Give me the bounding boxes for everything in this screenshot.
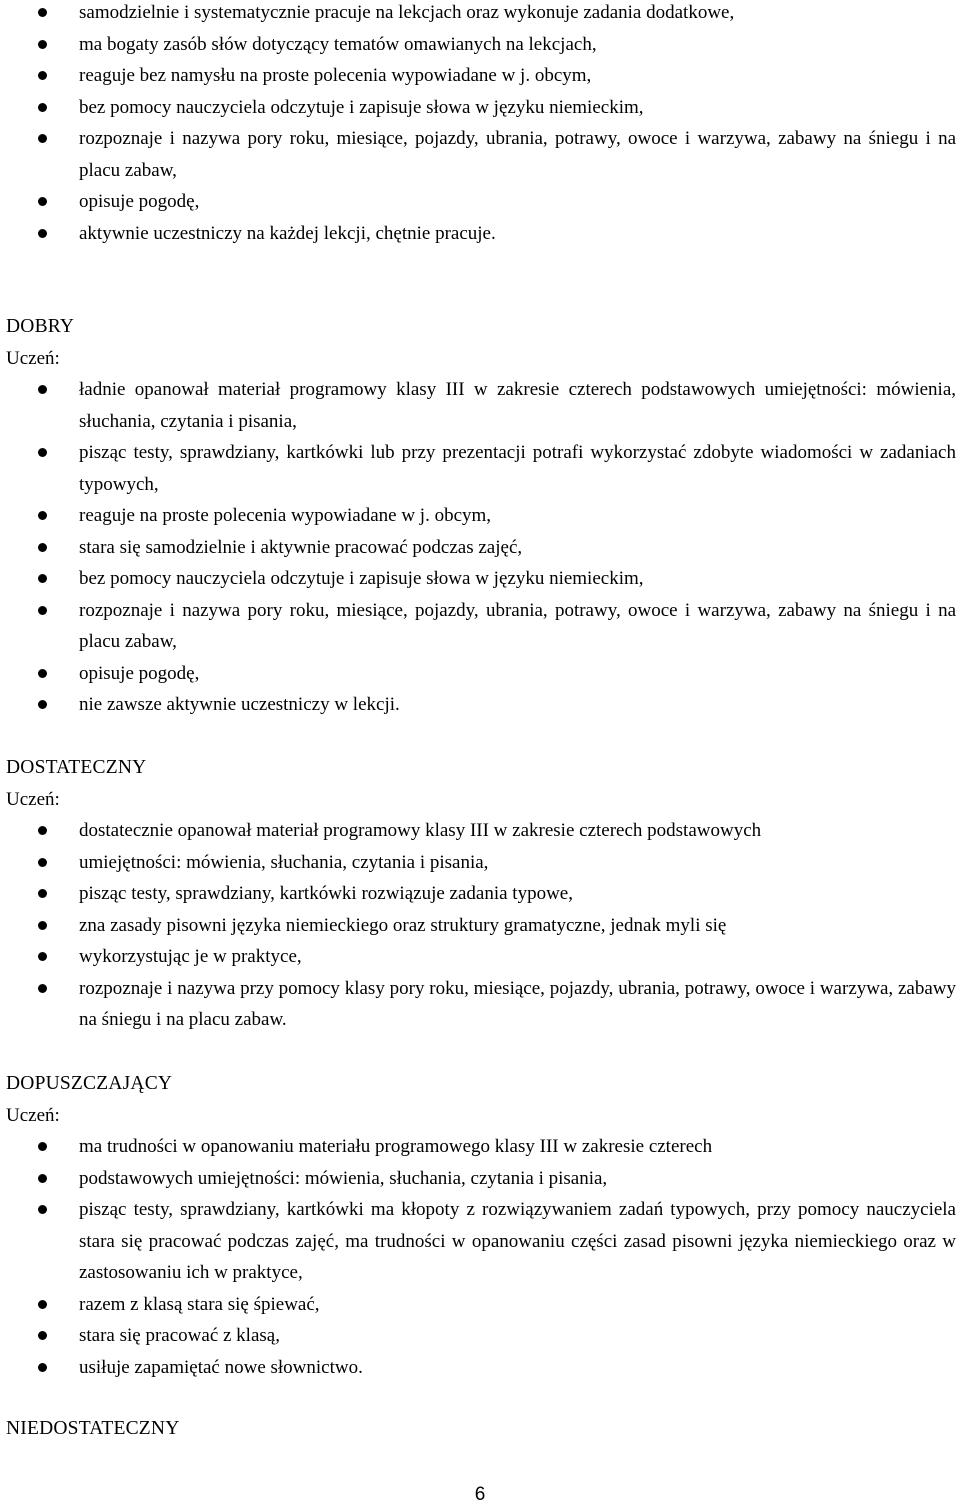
- student-label: Uczeń:: [6, 1104, 60, 1126]
- bullet-icon: [38, 858, 47, 867]
- grade-heading-dostateczny: DOSTATECZNY: [6, 757, 147, 778]
- list-item: [0, 658, 960, 690]
- bullet-icon: [38, 669, 47, 678]
- list-item: [0, 532, 960, 564]
- list-item: [0, 374, 960, 437]
- bullet-icon: [38, 40, 47, 49]
- list-item: [0, 186, 960, 218]
- bullet-icon: [38, 984, 47, 993]
- bullet-icon: [38, 700, 47, 709]
- bullet-icon: [38, 197, 47, 206]
- list-item-text: reaguje na proste polecenia wypowiadane w j. obcym,: [79, 505, 492, 526]
- bullet-list-dopuszczajacy: [0, 1131, 960, 1383]
- list-item-text: aktywnie uczestniczy na każdej lekcji, chętnie pracuje.: [79, 222, 496, 244]
- list-item: [0, 29, 960, 61]
- list-item: [0, 500, 960, 532]
- list-item: [0, 123, 960, 186]
- grade-heading-niedostateczny: NIEDOSTATECZNY: [6, 1418, 180, 1439]
- bullet-icon: [38, 1142, 47, 1151]
- list-item: [0, 941, 960, 973]
- bullet-icon: [38, 921, 47, 930]
- bullet-icon: [38, 574, 47, 583]
- grade-heading-dopuszczajacy: DOPUSZCZAJĄCY: [6, 1073, 173, 1094]
- list-item-text: nie zawsze aktywnie uczestniczy w lekcji.: [79, 694, 400, 715]
- bullet-icon: [38, 1331, 47, 1340]
- list-item: [0, 1289, 960, 1321]
- bullet-list-dobry: [0, 374, 960, 721]
- grade-heading-dobry: DOBRY: [6, 316, 75, 337]
- list-item-text: opisuje pogodę,: [79, 191, 200, 212]
- bullet-icon: [38, 448, 47, 457]
- section-dopuszczajacy: [0, 1068, 960, 1383]
- student-label: Uczeń:: [6, 347, 60, 369]
- list-item: [0, 218, 960, 250]
- student-label: Uczeń:: [6, 788, 60, 810]
- list-item-text: rozpoznaje i nazywa pory roku, miesiące, pojazdy, ubrania, potrawy, owoce i warzywa, zabawy na śniegu i na placu zabaw,: [79, 128, 956, 181]
- bullet-icon: [38, 1363, 47, 1372]
- list-item-text: samodzielnie i systematycznie pracuje na lekcjach oraz wykonuje zadania dodatkowe,: [79, 2, 735, 23]
- bullet-icon: [38, 1174, 47, 1183]
- list-item: [0, 1163, 960, 1195]
- list-item: [0, 1131, 960, 1163]
- bullet-list-top: [0, 0, 960, 249]
- list-item: [0, 973, 960, 1036]
- list-item-text: ma bogaty zasób słów dotyczący tematów omawianych na lekcjach,: [79, 33, 597, 55]
- bullet-icon: [38, 8, 47, 17]
- list-item: [0, 847, 960, 879]
- bullet-icon: [38, 952, 47, 961]
- list-item: [0, 595, 960, 658]
- list-item-text: usiłuje zapamiętać nowe słownictwo.: [79, 1356, 363, 1378]
- list-item: [0, 815, 960, 847]
- bullet-icon: [38, 71, 47, 80]
- list-item-text: bez pomocy nauczyciela odczytuje i zapisuje słowa w języku niemieckim,: [79, 96, 644, 118]
- list-item-text: pisząc testy, sprawdziany, kartkówki rozwiązuje zadania typowe,: [79, 883, 573, 904]
- list-item: [0, 1352, 960, 1384]
- list-item: [0, 60, 960, 92]
- section-niedostateczny: [0, 1413, 960, 1445]
- list-item-text: podstawowych umiejętności: mówienia, słuchania, czytania i pisania,: [79, 1167, 608, 1189]
- bullet-icon: [38, 511, 47, 520]
- list-item-text: wykorzystując je w praktyce,: [79, 946, 302, 967]
- list-item-text: zna zasady pisowni języka niemieckiego oraz struktury gramatyczne, jednak myli się: [79, 914, 727, 936]
- list-item-text: pisząc testy, sprawdziany, kartkówki ma kłopoty z rozwiązywaniem zadań typowych, przy pomocy nauczyciela stara się pracować podczas zajęć, ma trudności w opanowaniu części zasad pisowni języka niemieckiego oraz w zastosowaniu ich w praktyce,: [79, 1199, 956, 1283]
- bullet-icon: [38, 1205, 47, 1214]
- list-item-text: opisuje pogodę,: [79, 662, 200, 684]
- list-item-text: ma trudności w opanowaniu materiału programowego klasy III w zakresie czterech: [79, 1136, 713, 1157]
- list-item-text: bez pomocy nauczyciela odczytuje i zapisuje słowa w języku niemieckim,: [79, 568, 644, 589]
- list-item: [0, 1320, 960, 1352]
- page-number: 6: [474, 1484, 486, 1505]
- list-item-text: reaguje bez namysłu na proste polecenia wypowiadane w j. obcym,: [79, 65, 592, 86]
- bullet-icon: [38, 134, 47, 143]
- list-item: [0, 910, 960, 942]
- list-item-text: stara się samodzielnie i aktywnie pracować podczas zajęć,: [79, 536, 523, 558]
- list-item-text: dostatecznie opanował materiał programowy klasy III w zakresie czterech podstawowych: [79, 820, 762, 841]
- list-item: [0, 878, 960, 910]
- section-dostateczny: [0, 752, 960, 1036]
- list-item-text: stara się pracować z klasą,: [79, 1325, 280, 1346]
- bullet-icon: [38, 229, 47, 238]
- bullet-icon: [38, 103, 47, 112]
- bullet-icon: [38, 1300, 47, 1309]
- section-top-list: [0, 0, 960, 249]
- list-item: [0, 563, 960, 595]
- list-item: [0, 92, 960, 124]
- bullet-list-dostateczny: [0, 815, 960, 1036]
- bullet-icon: [38, 385, 47, 394]
- list-item-text: pisząc testy, sprawdziany, kartkówki lub przy prezentacji potrafi wykorzystać zdobyte wiadomości w zadaniach typowych,: [79, 442, 956, 495]
- bullet-icon: [38, 606, 47, 615]
- list-item: [0, 437, 960, 500]
- bullet-icon: [38, 889, 47, 898]
- bullet-icon: [38, 543, 47, 552]
- section-dobry: [0, 311, 960, 721]
- list-item-text: rozpoznaje i nazywa przy pomocy klasy pory roku, miesiące, pojazdy, ubrania, potrawy, owoce i warzywa, zabawy na śniegu i na placu zabaw.: [79, 977, 956, 1030]
- list-item-text: rozpoznaje i nazywa pory roku, miesiące, pojazdy, ubrania, potrawy, owoce i warzywa, zabawy na śniegu i na placu zabaw,: [79, 599, 956, 652]
- bullet-icon: [38, 826, 47, 835]
- list-item-text: razem z klasą stara się śpiewać,: [79, 1293, 320, 1315]
- list-item: [0, 689, 960, 721]
- list-item: [0, 0, 960, 29]
- list-item: [0, 1194, 960, 1289]
- list-item-text: umiejętności: mówienia, słuchania, czytania i pisania,: [79, 851, 489, 873]
- list-item-text: ładnie opanował materiał programowy klasy III w zakresie czterech podstawowych umiejętności: mówienia, słuchania, czytania i pisania,: [79, 379, 956, 432]
